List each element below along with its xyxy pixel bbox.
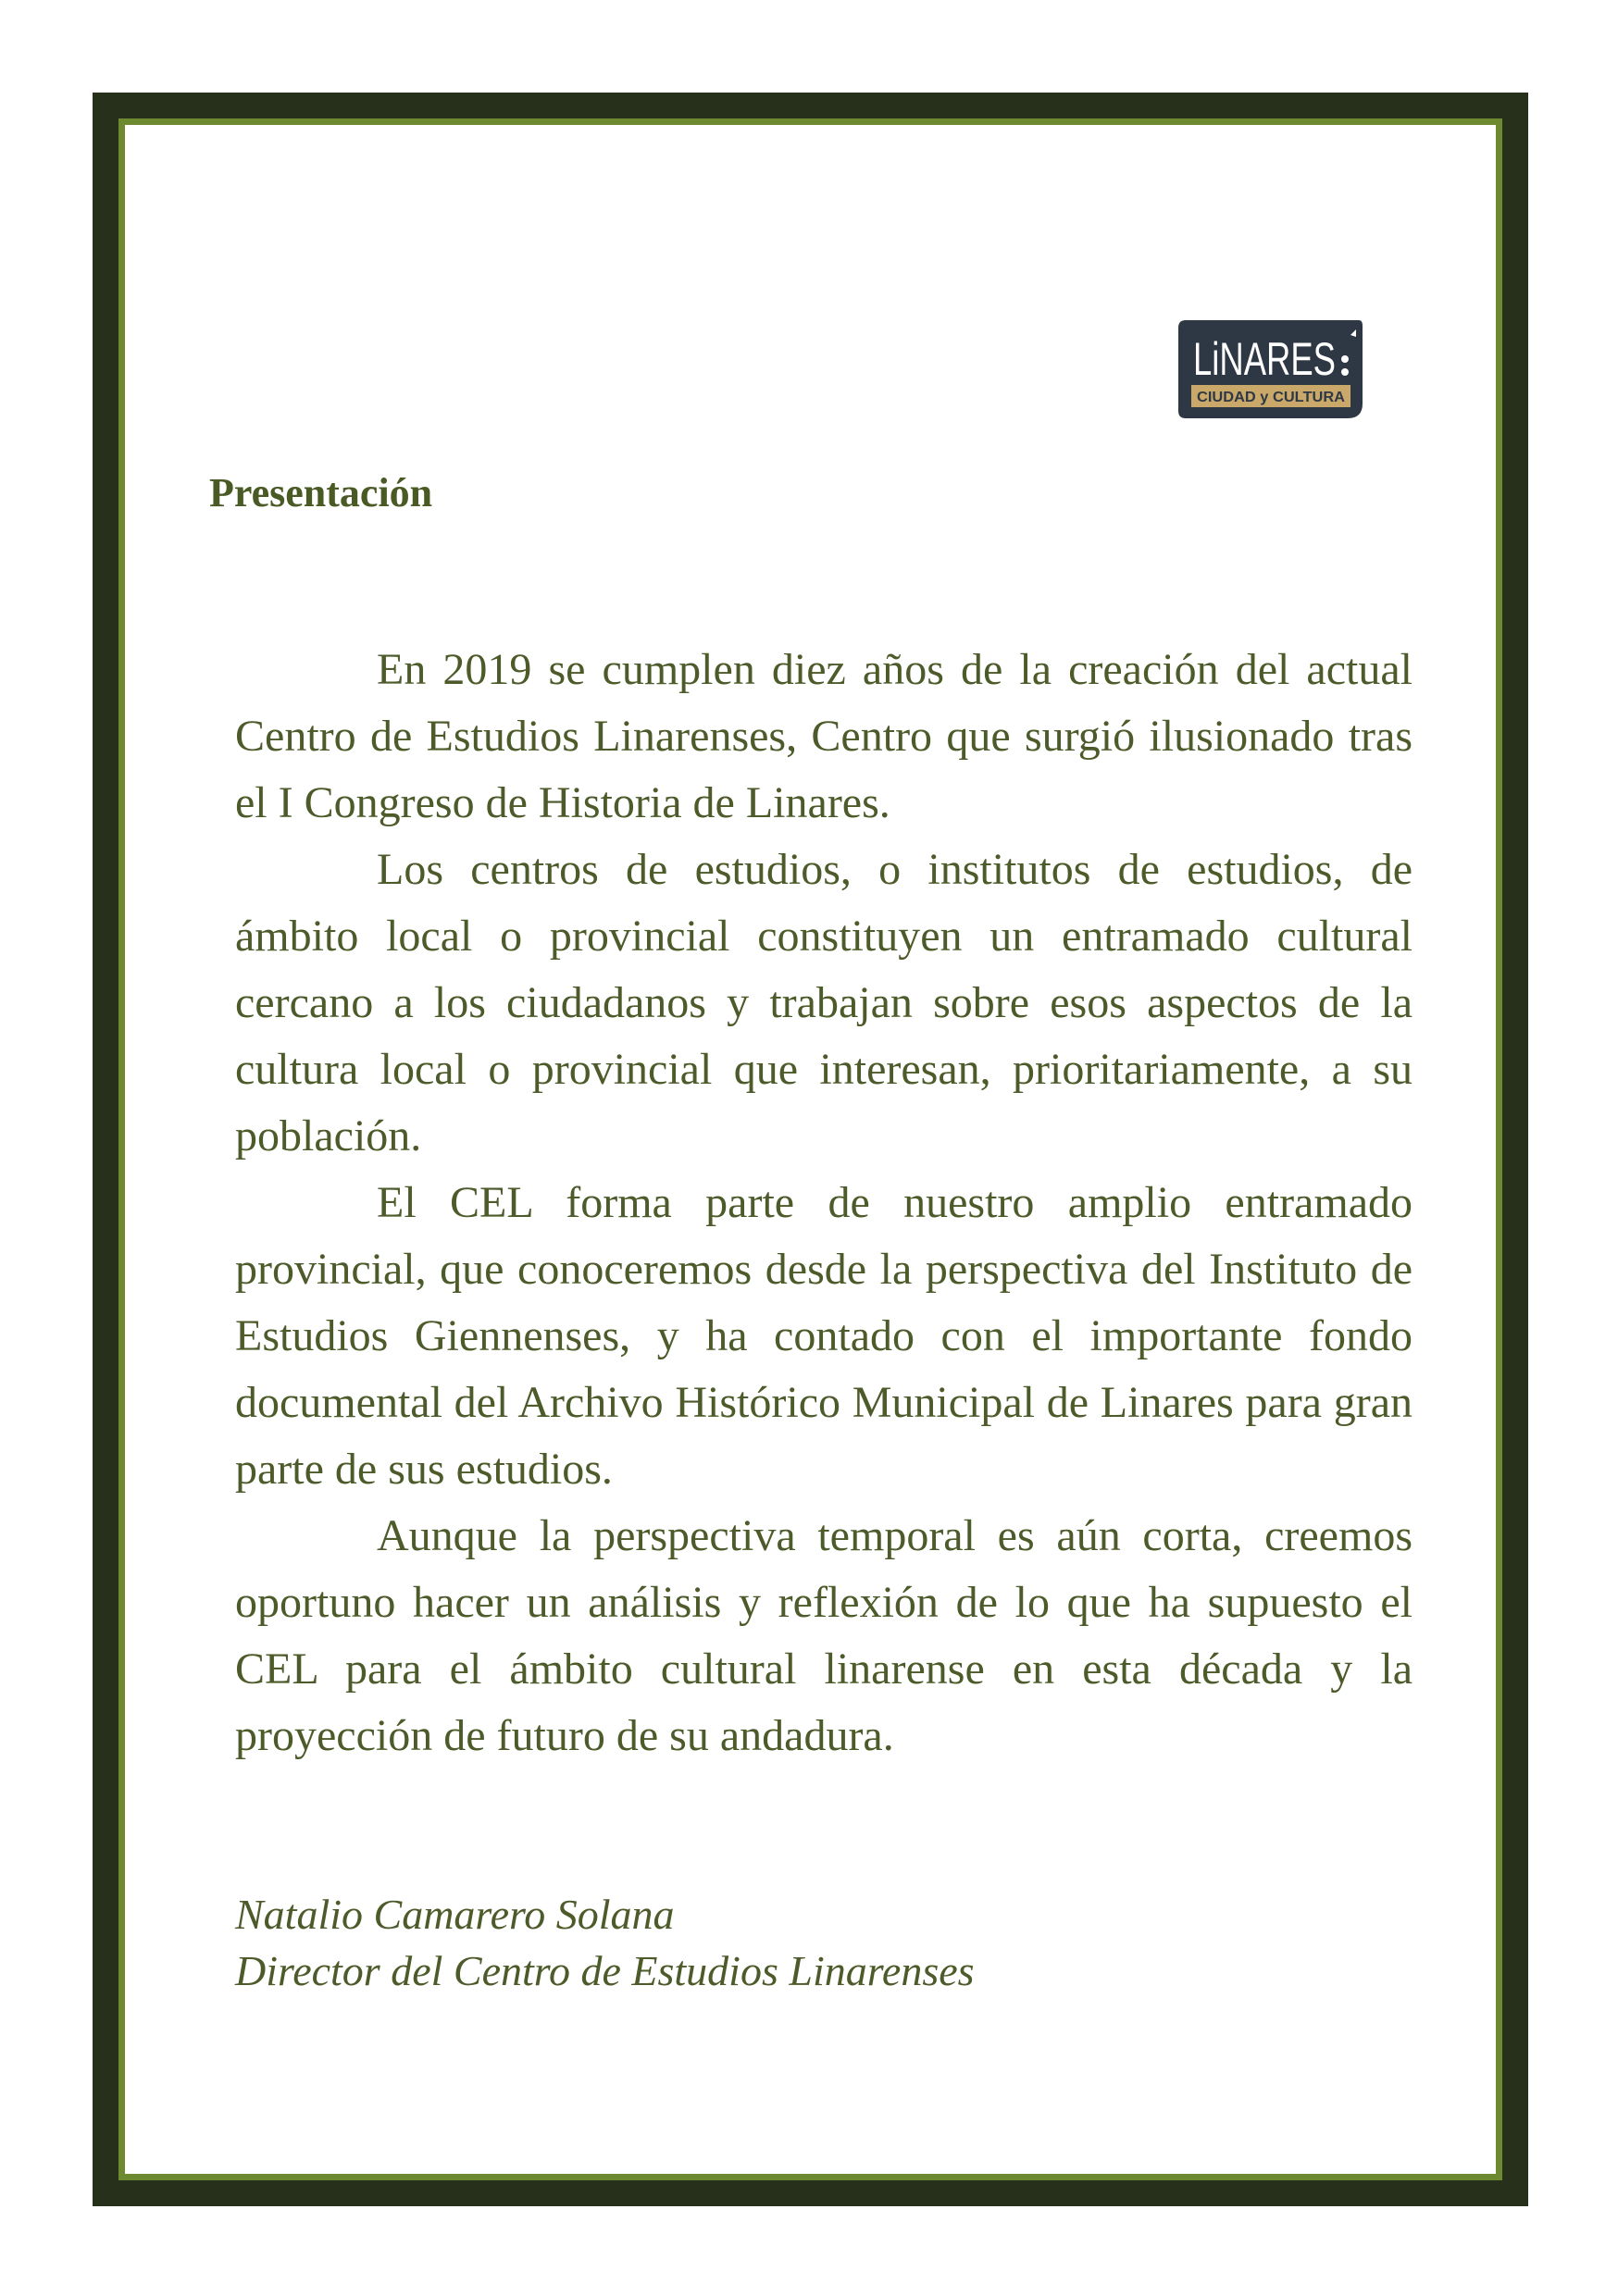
signature-role: Director del Centro de Estudios Linarenses	[235, 1947, 975, 1994]
section-title: Presentación	[209, 470, 433, 515]
signature-name: Natalio Camarero Solana	[235, 1891, 675, 1938]
paragraph-1: En 2019 se cumplen diez años de la creación del actual Centro de Estudios Linarenses, Centro que surgió ilusionado tras el I Congreso de Historia de Linares.	[235, 645, 1413, 827]
presentation-body	[235, 637, 1413, 1769]
signature-block	[235, 1886, 975, 1999]
paragraph-4: Aunque la perspectiva temporal es aún corta, creemos oportuno hacer un análisis y reflexión de lo que ha supuesto el CEL para el ámbito cultural linarense en esta década y la proyección de futuro de su andadura.	[235, 1511, 1413, 1760]
logo-wordmark: LiNARES	[1193, 333, 1336, 385]
linares-logo	[1175, 315, 1366, 422]
paragraph-2: Los centros de estudios, o institutos de estudios, de ámbito local o provincial constituyen un entramado cultural cercano a los ciudadanos y trabajan sobre esos aspectos de la cultura local o provincial que interesan, prioritariamente, a su población.	[235, 845, 1413, 1160]
paragraph-3: El CEL forma parte de nuestro amplio entramado provincial, que conoceremos desde la perspectiva del Instituto de Estudios Giennenses, y ha contado con el importante fondo documental del Archivo Histórico Municipal de Linares para gran parte de sus estudios.	[235, 1178, 1413, 1494]
logo-tagline: CIUDAD y CULTURA	[1197, 390, 1346, 405]
